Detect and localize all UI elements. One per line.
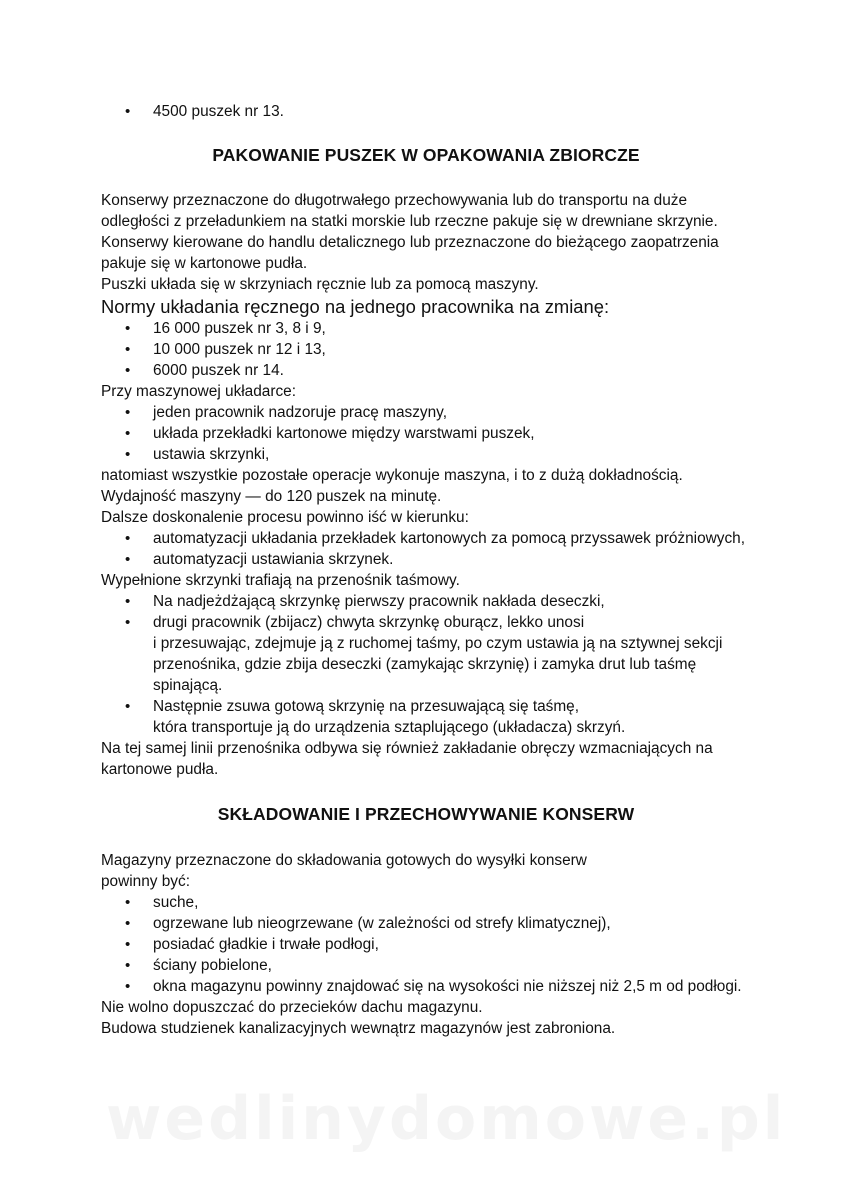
document-page xyxy=(101,101,751,1039)
norms-title: Normy układania ręcznego na jednego pracownika na zmianę: xyxy=(101,296,610,317)
list-item-line: i przesuwając, zdejmuje ją z ruchomej taśmy, po czym ustawia ją na sztywnej sekcji przenośnika, gdzie zbija deseczki (zamykając skrzynię) i zamyka drut lub taśmę spinającą. xyxy=(153,635,723,694)
list-item: • jeden pracownik nadzoruje pracę maszyny, xyxy=(101,402,751,423)
list-item: • okna magazynu powinny znajdować się na wysokości nie niższej niż 2,5 m od podłogi. xyxy=(101,976,751,997)
paragraph xyxy=(101,850,751,892)
paragraph-line: Magazyny przeznaczone do składowania gotowych do wysyłki konserw xyxy=(101,852,587,869)
paragraph: Dalsze doskonalenie procesu powinno iść w kierunku: xyxy=(101,509,469,526)
watermark: wedlinydomowe.pl xyxy=(106,1084,787,1154)
list-item-line: która transportuje ją do urządzenia sztaplującego (układacza) skrzyń. xyxy=(153,719,626,736)
list-item: • 6000 puszek nr 14. xyxy=(101,360,751,381)
paragraph: Konserwy przeznaczone do długotrwałego przechowywania lub do transportu na duże odległości z przeładunkiem na statki morskie lub rzeczne pakuje się w drewniane skrzynie. xyxy=(101,192,718,230)
list-item xyxy=(101,696,751,738)
list-item: • ściany pobielone, xyxy=(101,955,751,976)
norms-list xyxy=(101,318,751,381)
list-item: • ogrzewane lub nieogrzewane (w zależności od strefy klimatycznej), xyxy=(101,913,751,934)
paragraph: Puszki układa się w skrzyniach ręcznie lub za pomocą maszyny. xyxy=(101,276,539,293)
warehouse-requirements-list xyxy=(101,892,751,997)
list-item: • posiadać gładkie i trwałe podłogi, xyxy=(101,934,751,955)
section-heading-storage: SKŁADOWANIE I PRZECHOWYWANIE KONSERW xyxy=(217,804,635,824)
list-item: • automatyzacji ustawiania skrzynek. xyxy=(101,549,751,570)
paragraph: Konserwy kierowane do handlu detalicznego lub przeznaczone do bieżącego zaopatrzenia pakuje się w kartonowe pudła. xyxy=(101,234,719,272)
machine-list xyxy=(101,402,751,465)
top-list xyxy=(101,101,751,122)
paragraph: Wydajność maszyny — do 120 puszek na minutę. xyxy=(101,488,442,505)
paragraph-line: powinny być: xyxy=(101,873,190,890)
list-item: • układa przekładki kartonowe między warstwami puszek, xyxy=(101,423,751,444)
paragraph: Przy maszynowej układarce: xyxy=(101,383,297,400)
list-item: • ustawia skrzynki, xyxy=(101,444,751,465)
list-item: • 10 000 puszek nr 12 i 13, xyxy=(101,339,751,360)
list-item: • 4500 puszek nr 13. xyxy=(101,101,751,122)
improvement-list xyxy=(101,528,751,570)
list-item-line: Następnie zsuwa gotową skrzynię na przesuwającą się taśmę, xyxy=(153,698,580,715)
paragraph: Na tej samej linii przenośnika odbywa się również zakładanie obręczy wzmacniających na kartonowe pudła. xyxy=(101,740,713,778)
list-item: • 16 000 puszek nr 3, 8 i 9, xyxy=(101,318,751,339)
conveyor-list xyxy=(101,591,751,738)
section-heading-packing: PAKOWANIE PUSZEK W OPAKOWANIA ZBIORCZE xyxy=(212,145,640,165)
paragraph: Wypełnione skrzynki trafiają na przenośnik taśmowy. xyxy=(101,572,460,589)
list-item-line: drugi pracownik (zbijacz) chwyta skrzynkę oburącz, lekko unosi xyxy=(153,614,585,631)
list-item: • automatyzacji układania przekładek kartonowych za pomocą przyssawek próżniowych, xyxy=(101,528,751,549)
list-item: • Na nadjeżdżającą skrzynkę pierwszy pracownik nakłada deseczki, xyxy=(101,591,751,612)
paragraph: Budowa studzienek kanalizacyjnych wewnątrz magazynów jest zabroniona. xyxy=(101,1020,616,1037)
list-item xyxy=(101,612,751,696)
paragraph: natomiast wszystkie pozostałe operacje wykonuje maszyna, i to z dużą dokładnością. xyxy=(101,467,683,484)
list-item: • suche, xyxy=(101,892,751,913)
paragraph: Nie wolno dopuszczać do przecieków dachu magazynu. xyxy=(101,999,483,1016)
